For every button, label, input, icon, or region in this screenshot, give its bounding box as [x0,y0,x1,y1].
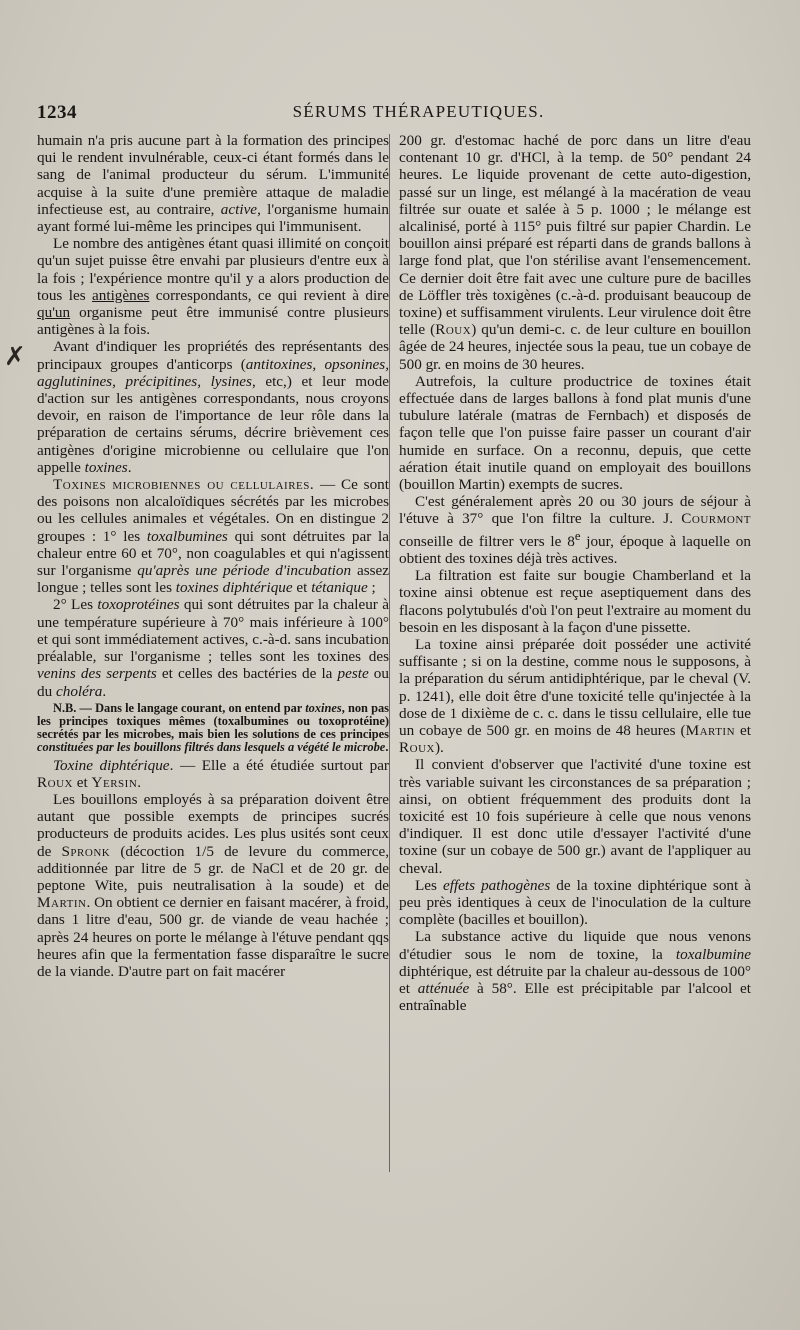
left-text-column [37,132,389,980]
paragraph-l1: humain n'a pris aucune part à la formation des principes qui le rendent invulnérable, ceux-ci étant formés dans le sang de l'animal producteur du sérum. L'immunité acquise à la suite d'une première attaque de maladie infectieuse est, au contraire, active, l'organisme humain ayant formé lui-même les principes qui l'immunisent. [37,132,389,236]
running-head [37,102,760,126]
paragraph-r1: 200 gr. d'estomac haché de porc dans un litre d'eau contenant 10 gr. d'HCl, à la temp. de 50° pendant 24 heures. Le liquide provenant de cette auto-digestion, passé sur un linge, est mélangé à la macération de veau filtrée sur ouate et salée à 5 p. 1000 ; le mélange est alcalinisé, porté à 115° puis filtré sur papier Chardin. Le bouillon ainsi préparé est réparti dans de grands ballons à large fond plat, que l'on stérilise avant l'ensemencement. Ce dernier doit être fait avec une culture pure de bacilles de Löffler très toxigènes (c.-à-d. produisant beaucoup de toxine) et suffisamment virulents. Leur virulence doit être telle (Roux) qu'un demi-c. c. de leur culture en bouillon âgée de 24 heures, injectée sous la peau, tue un cobaye de 500 gr. en moins de 30 heures. [399,132,752,373]
paragraph-r8: La substance active du liquide que nous venons d'étudier sous le nom de toxine, la toxalbumine diphtérique, est détruite par la chaleur au-dessous de 100° et atténuée à 58°. Elle est précipitable par l'alcool et entraînable [399,928,751,1015]
page-number: 1234 [37,102,77,123]
column-divider [389,134,390,1172]
paragraph-l2: Le nombre des antigènes étant quasi illimité on conçoit qu'un sujet puisse être envahi par plusieurs d'entre eux à la fois ; l'expérience montre qu'il y a alors production de tous les antigènes correspondants, ce qui revient à dire qu'un organisme peut être immunisé contre plusieurs antigènes à la fois. [37,235,389,339]
paragraph-l4: Toxines microbiennes ou cellulaires. — Ce sont des poisons non alcaloïdiques sécrétés par les microbes ou les cellules animales et végétales. On en distingue 2 groupes : 1° les toxalbumines qui sont détruites par la chaleur entre 60 et 70°, non coagulables et qui n'agissent sur l'organisme qu'après une période d'incubation assez longue ; telles sont les toxines diphtérique et tétanique ; [37,476,390,597]
paragraph-r5: La toxine ainsi préparée doit posséder une activité suffisante ; si on la destine, comme nous le supposons, à la préparation du sérum antidiphtérique, par le cheval (V. p. 1241), elle doit être d'une toxicité telle qu'injectée à la dose de 1 dixième de c. c. dans le tissu cellulaire, elle tue un cobaye de 500 gr. en moins de 48 heures (Martin et Roux). [399,635,751,757]
paragraph-l7: Toxine diphtérique. — Elle a été étudiée surtout par Roux et Yersin. [37,756,389,791]
handwritten-margin-mark: ✗ [4,342,26,372]
paragraph-l8: Les bouillons employés à sa préparation doivent être autant que possible exempts de principes sucrés producteurs de produits acides. Les plus usités sont ceux de Spronk (décoction 1/5 de levure du commerce, additionnée par litre de 5 gr. de NaCl et de 20 gr. de peptone Wite, puis neutralisation à la soude) et de Martin. On obtient ce dernier en faisant macérer, à froid, dans 1 litre d'eau, 500 gr. de viande de veau hachée ; après 24 heures on porte le mélange à l'étuve pendant qqs heures afin que la fermentation fasse disparaître le sucre de la viande. D'autre part on fait macérer [37,790,389,980]
paragraph-r4: La filtration est faite sur bougie Chamberland et la toxine ainsi obtenue est reçue aseptiquement dans des flacons polytubulés d'où l'on peut l'extraire au moment du besoin en les disposant à la façon d'une pissette. [399,567,751,636]
paragraph-r3: C'est généralement après 20 ou 30 jours de séjour à l'étuve à 37° que l'on filtre la culture. J. Courmont conseille de filtrer vers le 8e jour, époque à laquelle on obtient des toxines déjà très actives. [399,493,751,567]
paragraph-r7: Les effets pathogènes de la toxine diphtérique sont à peu près identiques à ceux de l'inoculation de la culture complète (bacilles et bouillon). [399,876,752,929]
running-title: SÉRUMS THÉRAPEUTIQUES. [292,102,545,121]
paragraph-l3: Avant d'indiquer les propriétés des représentants des principaux groupes d'anticorps (antitoxines, opsonines, agglutinines, précipitines, lysines, etc,) et leur mode d'action sur les antigènes correspondants, nous croyons devoir, en raison de l'importance de leur rôle dans la préparation de certains sérums, décrire brièvement ces antigènes d'origine microbienne ou cellulaire que l'on appelle toxines. [37,338,390,476]
right-text-column [399,132,751,1014]
paragraph-l6: N.B. — Dans le langage courant, on entend par toxines, non pas les principes toxiques mêmes (toxalbumines ou toxoprotéine) secrétés par les microbes, mais bien les solutions de ces principes constituées par les bouillons filtrés dans lesquels a végété le microbe. [37,700,390,755]
paragraph-l5: 2° Les toxoprotéines qui sont détruites par la chaleur à une température supérieure à 70° mais inférieure à 100° et qui sont immédiatement actives, c.-à-d. sans incubation préalable, sur l'organisme ; telles sont les toxines des venins des serpents et celles des bactéries de la peste ou du choléra. [37,596,389,700]
paragraph-r6: Il convient d'observer que l'activité d'une toxine est très variable suivant les circonstances de sa préparation ; ainsi, on obtient fréquemment des produits dont la toxicité est 10 fois supérieure à celle que nous venons d'indiquer. Il est donc utile d'essayer l'activité d'une toxine (sur un cobaye de 500 gr.) avant de l'appliquer au cheval. [399,756,751,877]
paragraph-r2: Autrefois, la culture productrice de toxines était effectuée dans de larges ballons à fond plat munis d'une tubulure latérale (matras de Fernbach) et disposés de façon telle que l'on puisse faire passer un courant d'air humide en surface. On a reconnu, depuis, que cette aération était inutile quand on employait des bouillons (bouillon Martin) exempts de sucres. [399,372,751,494]
